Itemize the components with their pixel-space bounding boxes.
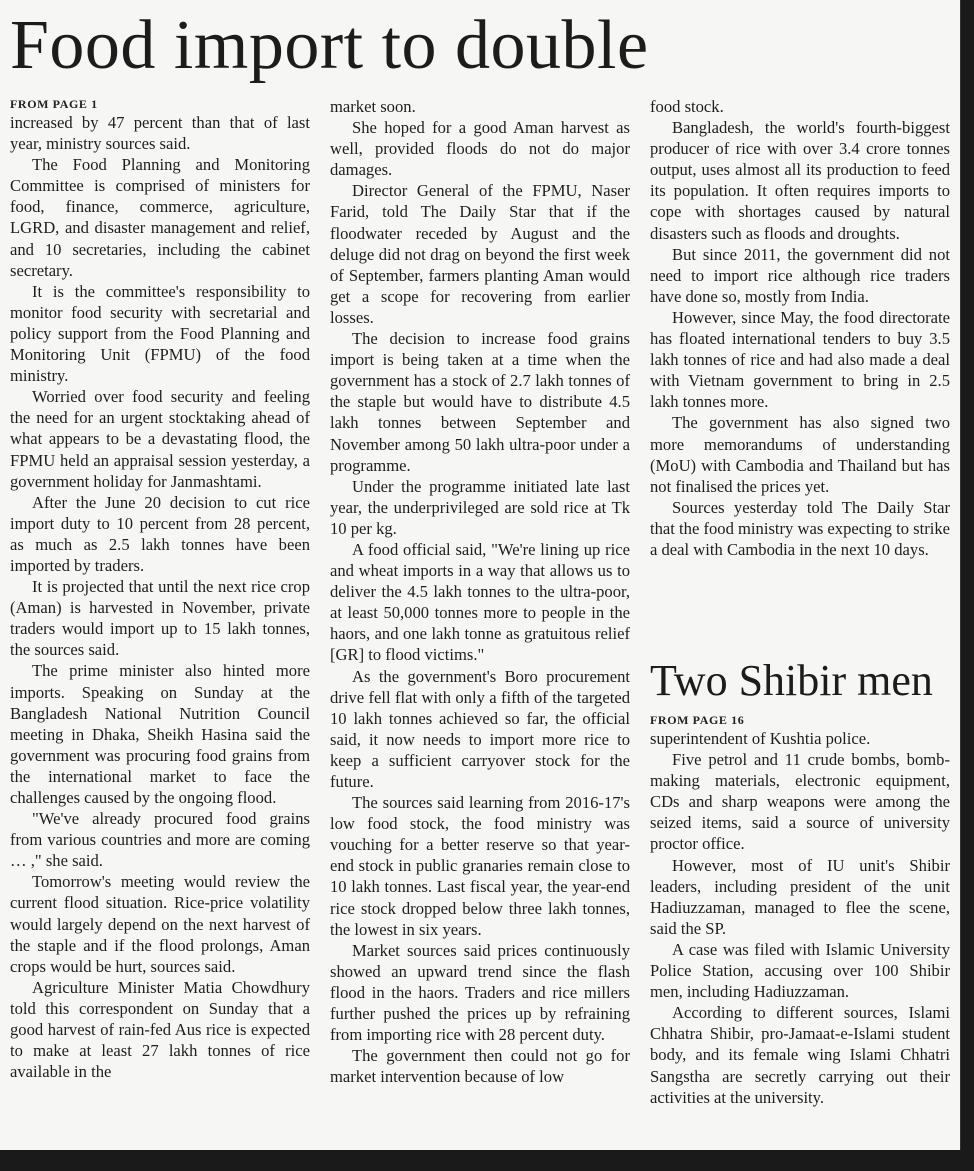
paragraph: A food official said, "We're lining up rice and wheat imports in a way that allows us to deliver the 4.5 lakh tonnes to the ultra-poor, at least 50,000 tonnes more to people in the haors, and one lakh tonne as gratuitous relief [GR] to flood victims." (330, 539, 630, 665)
paragraph: The government has also signed two more memorandums of understanding (MoU) with Cambodia and Thailand but has not finalised the prices yet. (650, 413, 950, 496)
paragraph: The decision to increase food grains import is being taken at a time when the government has a stock of 2.7 lakh tonnes of the staple but would have to distribute 4.5 lakh tonnes between September and November among 50 lakh ultra-poor under a programme. (330, 329, 630, 475)
paragraph: Agriculture Minister Matia Chowdhury told this correspondent on Sunday that a good harvest of rain-fed Aus rice is expected to make at least 27 lakh tonnes of rice available in the (10, 977, 310, 1082)
paragraph: Director General of the FPMU, Naser Farid, told The Daily Star that if the floodwater receded by August and the deluge did not drag on beyond the first week of September, farmers planting Aman would get a scope for recovering from earlier losses. (330, 181, 630, 327)
paragraph: A case was filed with Islamic University Police Station, accusing over 100 Shibir men, including Hadiuzzaman. (650, 939, 950, 1002)
paragraph: It is projected that until the next rice crop (Aman) is harvested in November, private traders would import up to 15 lakh tonnes, the sources said. (10, 577, 310, 660)
paragraph: However, most of IU unit's Shibir leaders, including president of the unit Hadiuzzaman, managed to flee the scene, said the SP. (650, 855, 950, 938)
paragraph: increased by 47 percent than that of last year, ministry sources said. (10, 113, 310, 154)
paragraph: According to different sources, Islami Chhatra Shibir, pro-Jamaat-e-Islami student body, and its female wing Islami Chhatri Sangstha are secretly carrying out their activities at the university. (650, 1003, 950, 1107)
paragraph: Under the programme initiated late last year, the underprivileged are sold rice at Tk 10 per kg. (330, 476, 630, 538)
paragraph: The sources said learning from 2016-17's low food stock, the food ministry was vouching for a better reserve so that year-end stock in public granaries remain close to 10 lakh tonnes. Last fiscal year, the year-end rice stock dropped below three lakh tonnes, the lowest in six years. (330, 793, 630, 939)
paragraph: superintendent of Kushtia police. (650, 729, 871, 748)
paragraph: It is the committee's responsibility to monitor food security with secretarial and policy support from the Food Planning and Monitoring Unit (FPMU) of the food ministry. (10, 281, 310, 386)
paragraph: Tomorrow's meeting would review the current flood situation. Rice-price volatility would largely depend on the next harvest of the staple and if the flood prolongs, Aman crops would be hurt, sources said. (10, 872, 310, 976)
paragraph: Five petrol and 11 crude bombs, bomb-making materials, electronic equipment, CDs and sharp weapons were among the seized items, said a source of university proctor office. (650, 750, 950, 854)
continued-from-label: FROM PAGE 16 (650, 713, 745, 727)
article-column-2 (330, 96, 630, 1146)
sub-headline: Two Shibir men (650, 656, 933, 705)
paragraph: Market sources said prices continuously showed an upward trend since the flash flood in the haors. Traders and rice millers further pushed the prices up by refraining from importing rice with 28 percent duty. (330, 940, 630, 1045)
article-column-4 (650, 712, 950, 1146)
paragraph: Sources yesterday told The Daily Star that the food ministry was expecting to strike a deal with Cambodia in the next 10 days. (650, 497, 950, 559)
paragraph: The prime minister also hinted more imports. Speaking on Sunday at the Bangladesh National Nutrition Council meeting in Dhaka, Sheikh Hasina said the government was procuring food grains from the international market to face the challenges caused by the ongoing flood. (10, 661, 310, 807)
paragraph: However, since May, the food directorate has floated international tenders to buy 3.5 lakh tonnes of rice and had also made a deal with Vietnam government to bring in 2.5 lakh tonnes more. (650, 307, 950, 412)
headline: Food import to double (10, 7, 649, 84)
paragraph: After the June 20 decision to cut rice import duty to 10 percent from 28 percent, as much as 2.5 lakh tonnes have been imported by traders. (10, 492, 310, 575)
paragraph: Worried over food security and feeling the need for an urgent stocktaking ahead of what appears to be a devastating flood, the FPMU held an appraisal session yesterday, a government holiday for Janmashtami. (10, 387, 310, 491)
article-column-1 (10, 96, 310, 1146)
paragraph: food stock. (650, 97, 724, 116)
paragraph: Bangladesh, the world's fourth-biggest producer of rice with over 3.4 crore tonnes output, uses almost all its production to feed its population. It often requires imports to cope with shortages caused by natural disasters such as floods and droughts. (650, 118, 950, 243)
paragraph: She hoped for a good Aman harvest as well, provided floods do not do major damages. (330, 118, 630, 180)
paragraph: The Food Planning and Monitoring Committee is comprised of ministers for food, finance, commerce, agriculture, LGRD, and disaster management and relief, and 10 secretaries, including the cabinet secretary. (10, 155, 310, 280)
paragraph: market soon. (330, 97, 416, 116)
paragraph: But since 2011, the government did not need to import rice although rice traders have done so, mostly from India. (650, 244, 950, 306)
continued-from-label: FROM PAGE 1 (10, 97, 98, 111)
paragraph: "We've already procured food grains from various countries and more are coming … ," she said. (10, 809, 310, 871)
article-column-3 (650, 96, 950, 651)
paragraph: As the government's Boro procurement drive fell flat with only a fifth of the targeted 10 lakh tonnes achieved so far, the official said, it now needs to import more rice to keep a sufficient carryover stock for the future. (330, 666, 630, 791)
paragraph: The government then could not go for market intervention because of low (330, 1046, 630, 1087)
